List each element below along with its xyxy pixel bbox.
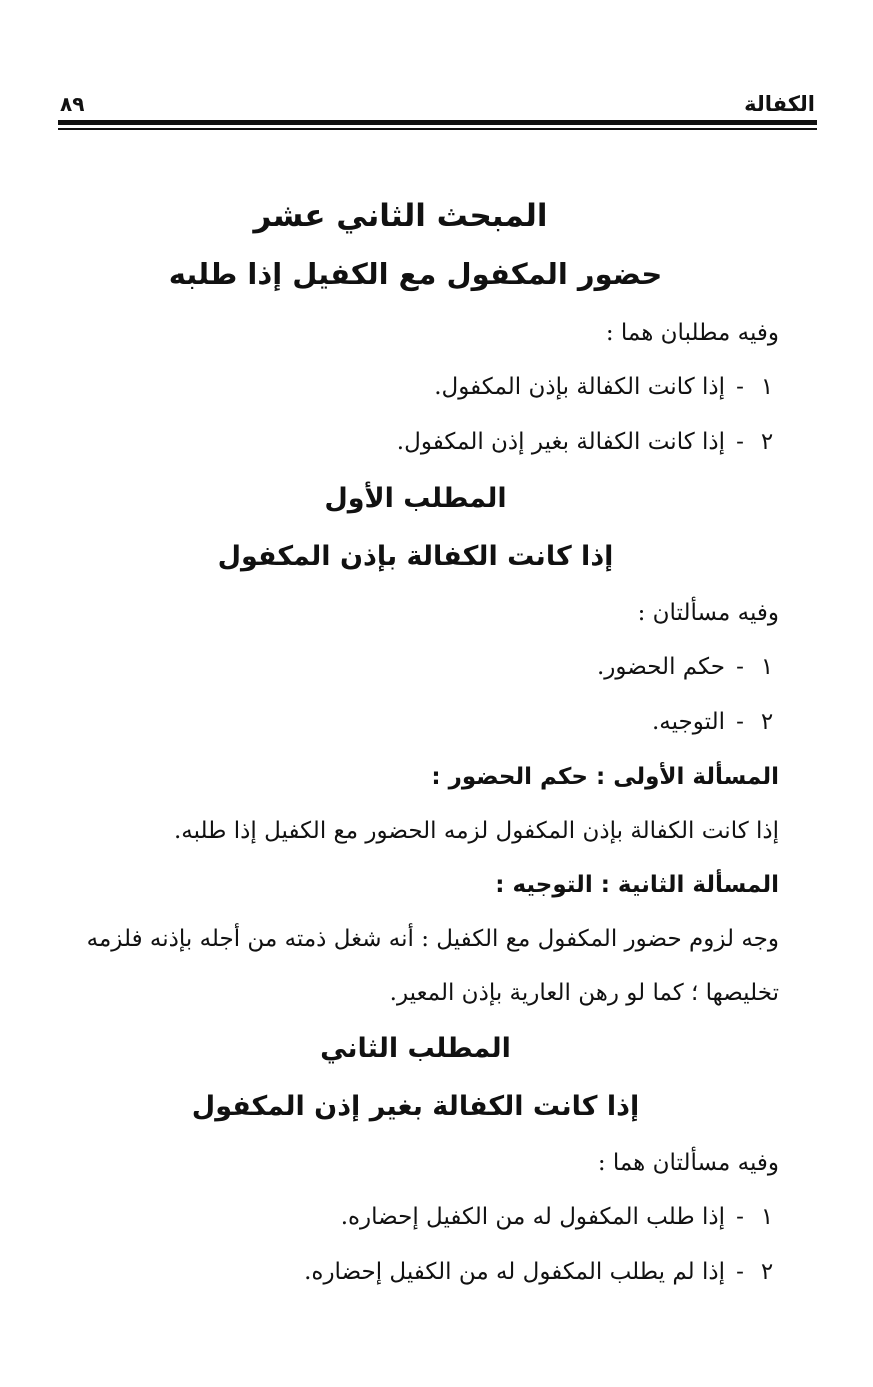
item-number: ٢ xyxy=(760,429,774,455)
item-text: حكم الحضور. xyxy=(596,654,725,680)
list-item xyxy=(52,1245,779,1300)
chapter-subtitle: حضور المكفول مع الكفيل إذا طلبه xyxy=(168,257,663,291)
item-dash: - xyxy=(736,1204,744,1230)
item-text: إذا طلب المكفول له من الكفيل إحضاره. xyxy=(340,1204,725,1230)
section2-title: المطلب الثاني xyxy=(320,1033,511,1064)
item-dash: - xyxy=(736,1259,744,1285)
section1-intro: وفيه مسألتان : xyxy=(637,600,779,626)
list-item xyxy=(52,415,779,470)
item-number: ٢ xyxy=(760,1259,774,1285)
issue2-text-line2: تخليصها ؛ كما لو رهن العارية بإذن المعير. xyxy=(389,980,779,1006)
item-text: إذا لم يطلب المكفول له من الكفيل إحضاره. xyxy=(304,1259,725,1285)
issue2-heading: المسألة الثانية : التوجيه : xyxy=(495,872,779,898)
header-rule-thick xyxy=(58,120,817,125)
item-number: ١ xyxy=(760,654,774,680)
item-dash: - xyxy=(736,374,744,400)
section2-subtitle: إذا كانت الكفالة بغير إذن المكفول xyxy=(191,1091,640,1122)
item-dash: - xyxy=(736,429,744,455)
item-text: إذا كانت الكفالة بغير إذن المكفول. xyxy=(396,429,725,455)
list-item xyxy=(52,695,779,750)
section1-title: المطلب الأول xyxy=(324,483,507,514)
item-dash: - xyxy=(736,654,744,680)
chapter-title: المبحث الثاني عشر xyxy=(253,198,548,234)
running-head xyxy=(60,82,815,116)
running-title: الكفالة xyxy=(744,92,815,116)
item-number: ١ xyxy=(760,374,774,400)
list-item xyxy=(52,640,779,695)
item-text: التوجيه. xyxy=(651,709,725,735)
item-text: إذا كانت الكفالة بإذن المكفول. xyxy=(434,374,725,400)
issue2-text-line1: وجه لزوم حضور المكفول مع الكفيل : أنه شغل ذمته من أجله بإذنه فلزمه xyxy=(86,926,779,952)
issue1-heading: المسألة الأولى : حكم الحضور : xyxy=(431,764,779,790)
item-dash: - xyxy=(736,709,744,735)
list-item xyxy=(52,360,779,415)
item-number: ٢ xyxy=(760,709,774,735)
issue1-text: إذا كانت الكفالة بإذن المكفول لزمه الحضور مع الكفيل إذا طلبه. xyxy=(173,818,779,844)
chapter-intro: وفيه مطلبان هما : xyxy=(605,320,779,346)
section2-intro: وفيه مسألتان هما : xyxy=(597,1150,779,1176)
page-number: ٨٩ xyxy=(60,92,85,116)
item-number: ١ xyxy=(760,1204,774,1230)
list-item xyxy=(52,1190,779,1245)
page-body xyxy=(52,190,779,1300)
section1-subtitle: إذا كانت الكفالة بإذن المكفول xyxy=(217,541,614,572)
header-rule-thin xyxy=(58,128,817,130)
